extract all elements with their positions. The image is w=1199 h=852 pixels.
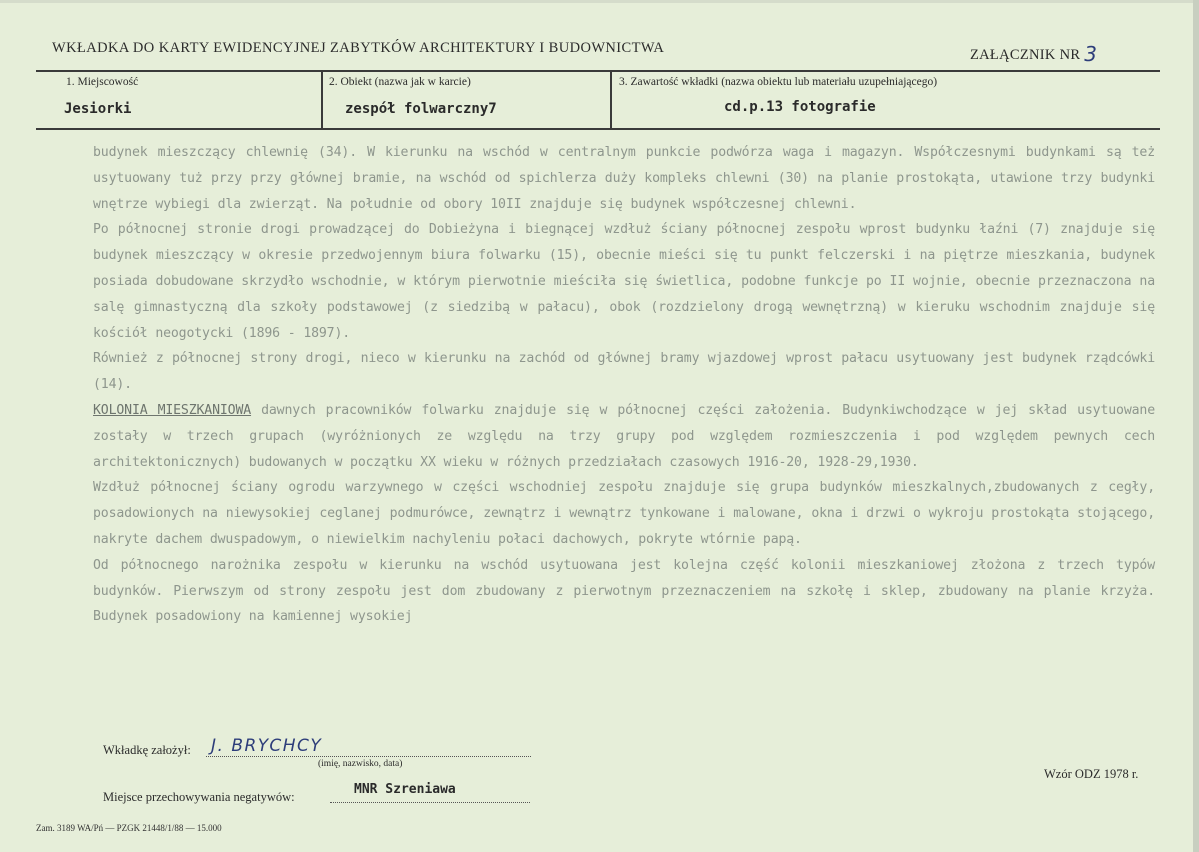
card-top-edge: [0, 0, 1199, 3]
print-order-note: Zam. 3189 WA/Pń — PZGK 21448/1/88 — 15.000: [36, 823, 222, 833]
header-rule-top: [36, 70, 1160, 72]
form-template-note: Wzór ODZ 1978 r.: [1044, 767, 1139, 781]
negatives-location-line: [330, 802, 530, 803]
founded-by-caption: (imię, nazwisko, data): [318, 759, 403, 769]
founded-by-signature: J. BRYCHCY: [211, 736, 323, 756]
contents-value: cd.p.13 fotografie: [724, 99, 876, 115]
locality-value: Jesiorki: [64, 101, 132, 117]
card-right-edge: [1193, 0, 1199, 852]
body-paragraph: budynek mieszczący chlewnię (34). W kierunku na wschód w centralnym punkcie podwórza waga i magazyn. Współczesnymi budynkami są też usytuowany tuż przy przy głównej bramie, na wschód od spichlerza duży kompleks chlewni (30) na planie prostokąta, utawione trzy budynki wnętrze wybiegi dla zwierząt. Na południe od obory 10II znajduje się budynek współczesnej chlewni.: [93, 145, 1155, 212]
negatives-location-label: Miejsce przechowywania negatywów:: [103, 790, 295, 804]
object-label: 2. Obiekt (nazwa jak w karcie): [329, 76, 471, 88]
body-paragraph: Od północnego narożnika zespołu w kierunku na wschód usytuowana jest kolejna część kolonii mieszkaniowej złożona z trzech typów budynków. Pierwszym od strony zespołu jest dom zbudowany z pierwotnym przeznaczeniem na szkołę i sklep, zbudowany na planie krzyża. Budynek posadowiony na kamiennej wysokiej: [93, 557, 1155, 625]
header-rule-bottom: [36, 128, 1160, 130]
body-paragraph-text: dawnych pracowników folwarku znajduje się w północnej części założenia. Budynkiwchodzące w jej skład usytuowane zostały w trzech grupach (wyróżnionych ze względu na trzy grupy pod względem rozmieszczenia i pod względem pewnych cech architektonicznych) budowanych w początku XX wieku w różnych przedziałach czasowych 1916-20, 1928-29,1930.: [93, 402, 1155, 470]
annex-label: ZAŁĄCZNIK NR: [970, 47, 1081, 63]
body-paragraph: [93, 398, 1155, 475]
body-paragraph: Po północnej stronie drogi prowadzącej do Dobieżyna i biegnącej wzdłuż ściany północnej zespołu wprost budynku łaźni (7) znajduje się budynek mieszczący w okresie przedwojennym biura folwarku (15), obecnie mieści się tu punkt felczerski i na piętrze mieszkania, budynek posiada dobudowane skrzydło wschodnie, w którym pierwotnie mieściła się świetlica, podobne funkcje po II wojnie, obecnie przeznaczona na salę gimnastyczną dla szkoły podstawowej (z siedzibą w pałacu), obok (rozdzielony drogą wewnętrzną) w kieruku wschodnim znajduje się kościół neogotycki (1896 - 1897).: [93, 222, 1155, 341]
section-heading: KOLONIA MIESZKANIOWA: [93, 402, 252, 418]
founded-by-line: [206, 756, 531, 757]
annex-number-handwritten: 3: [1084, 42, 1098, 66]
form-title: WKŁADKA DO KARTY EWIDENCYJNEJ ZABYTKÓW ARCHITEKTURY I BUDOWNICTWA: [52, 40, 665, 56]
field-divider-2: [610, 71, 612, 129]
object-value: zespół folwarczny7: [345, 101, 497, 117]
annex-number: [970, 40, 1097, 64]
insert-body-text: [93, 140, 1155, 630]
founded-by-label: Wkładkę założył:: [103, 743, 191, 757]
body-paragraph: Również z północnej strony drogi, nieco w kierunku na zachód od głównej bramy wjazdowej wprost pałacu usytuowany jest budynek rządcówki (14).: [93, 351, 1155, 393]
negatives-location-value: MNR Szreniawa: [354, 782, 456, 797]
locality-label: 1. Miejscowość: [66, 76, 139, 88]
body-paragraph: Wzdłuż północnej ściany ogrodu warzywnego w części wschodniej zespołu znajduje się grupa budynków mieszkalnych,zbudowanych z cegły, posadowionych na niewysokiej ceglanej podmurówce, zewnątrz i wewnątrz tynkowane i malowane, okna i drzwi o wykroju prostokąta stojącego, nakryte dachem dwuspadowym, o niewielkim nachyleniu połaci dachowych, pokryte wtórnie papą.: [93, 480, 1155, 547]
field-divider-1: [321, 71, 323, 129]
contents-label: 3. Zawartość wkładki (nazwa obiektu lub materiału uzupełniającego): [619, 76, 938, 88]
